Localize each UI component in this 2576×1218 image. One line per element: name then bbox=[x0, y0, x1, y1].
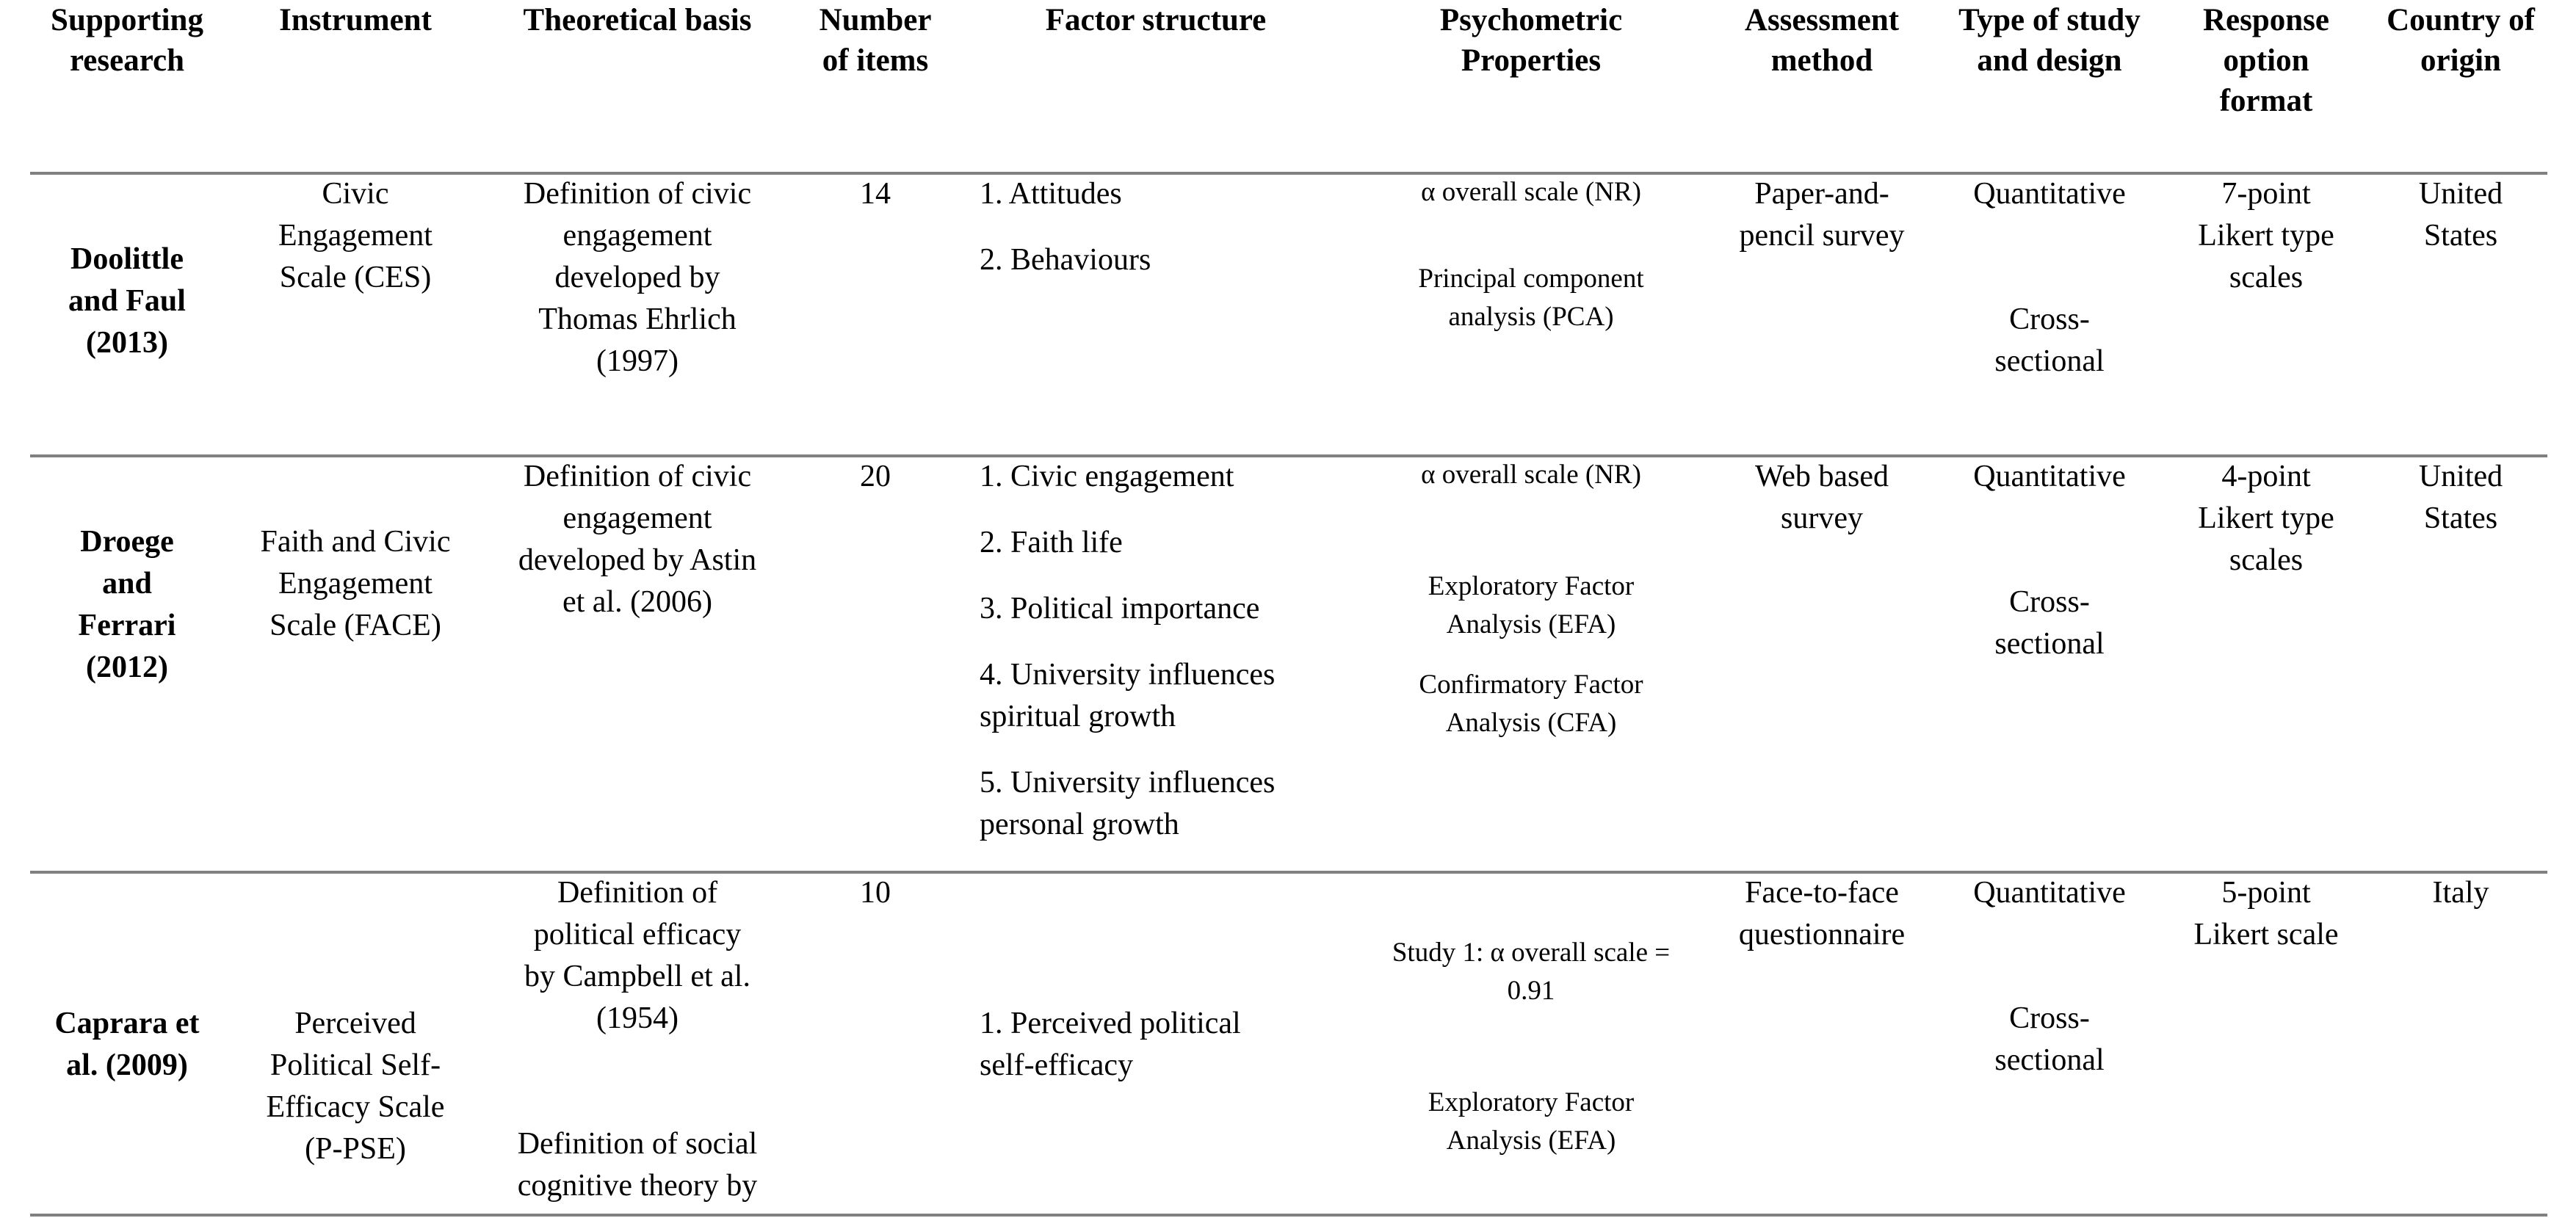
row1-country bbox=[2365, 173, 2556, 257]
cell-line: 4-point bbox=[2221, 460, 2311, 493]
cell-line: Cross- bbox=[2009, 585, 2090, 619]
factor-item: 1. Perceived political bbox=[980, 1007, 1241, 1040]
cell-line: et al. (2006) bbox=[562, 585, 713, 619]
header-line: Theoretical basis bbox=[523, 3, 752, 37]
factor-item: spiritual growth bbox=[980, 700, 1176, 733]
cell-line: States bbox=[2423, 219, 2498, 253]
cell-line: Definition of civic bbox=[523, 177, 752, 211]
psychometric-item: α overall scale (NR) bbox=[1421, 177, 1641, 207]
factor-item: self-efficacy bbox=[980, 1048, 1134, 1082]
factor-item: 1. Attitudes bbox=[980, 177, 1122, 211]
cell-line: Likert type bbox=[2198, 501, 2334, 535]
cell-line: engagement bbox=[562, 501, 712, 535]
row1-type-of-study bbox=[1939, 173, 2160, 383]
cell-line: Cross- bbox=[2009, 1001, 2090, 1035]
header-line: Psychometric bbox=[1439, 3, 1623, 37]
row3-number-of-items: 10 bbox=[860, 876, 891, 910]
row2-country bbox=[2365, 456, 2556, 540]
row1-psychometric-properties bbox=[1377, 173, 1685, 336]
header-assessment-method bbox=[1712, 0, 1932, 81]
cell-line: Quantitative bbox=[1973, 460, 2126, 493]
row2-theoretical-basis bbox=[498, 456, 777, 623]
psychometric-item: Confirmatory Factor bbox=[1419, 670, 1643, 700]
cell-line: Italy bbox=[2432, 876, 2489, 910]
cell-line: Definition of bbox=[557, 876, 718, 910]
row1-instrument bbox=[245, 173, 466, 299]
row3-factor-structure bbox=[980, 1003, 1317, 1087]
row1-response-format bbox=[2171, 173, 2362, 299]
cell-line: and Faul bbox=[68, 284, 186, 318]
cell-line: and bbox=[102, 567, 152, 601]
bottom-rule bbox=[30, 1214, 2547, 1217]
header-country-of-origin bbox=[2365, 0, 2556, 81]
cell-line: Quantitative bbox=[1973, 177, 2126, 211]
cell-line: United bbox=[2418, 177, 2503, 211]
cell-line: Doolittle bbox=[70, 242, 184, 276]
row2-number-of-items: 20 bbox=[860, 460, 891, 493]
cell-line: Caprara et bbox=[54, 1007, 200, 1040]
row1-number-of-items: 14 bbox=[860, 177, 891, 211]
cell-line: (2012) bbox=[86, 650, 168, 684]
header-line: research bbox=[69, 43, 185, 78]
header-line: Assessment bbox=[1744, 3, 1900, 37]
row2-instrument bbox=[245, 521, 466, 647]
factor-item: 4. University influences bbox=[980, 658, 1276, 692]
cell-line: sectional bbox=[1994, 344, 2105, 378]
cell-line: Quantitative bbox=[1973, 876, 2126, 910]
row3-supporting-research bbox=[44, 1003, 210, 1087]
psychometric-item: 0.91 bbox=[1507, 976, 1555, 1006]
cell-line: survey bbox=[1781, 501, 1863, 535]
cell-line: developed by bbox=[554, 261, 720, 294]
header-line: method bbox=[1770, 43, 1873, 78]
cell-line: Civic bbox=[322, 177, 389, 211]
cell-line: Scale (CES) bbox=[279, 261, 432, 294]
cell-line: Faith and Civic bbox=[260, 525, 451, 559]
psychometric-item: Principal component bbox=[1418, 264, 1644, 294]
cell-line: developed by Astin bbox=[518, 543, 757, 577]
cell-line: scales bbox=[2229, 261, 2304, 294]
header-line: Country of bbox=[2387, 3, 2535, 37]
row3-instrument bbox=[245, 1003, 466, 1170]
factor-item: 3. Political importance bbox=[980, 592, 1260, 626]
cell-line: Ferrari bbox=[78, 609, 176, 642]
cell-line: Likert scale bbox=[2193, 918, 2339, 951]
cell-line: Likert type bbox=[2198, 219, 2334, 253]
cell-line: political efficacy bbox=[533, 918, 742, 951]
header-supporting-research bbox=[44, 0, 210, 81]
header-theoretical-basis bbox=[498, 0, 777, 40]
psychometric-item: α overall scale (NR) bbox=[1421, 460, 1641, 490]
row1-supporting-research bbox=[44, 239, 210, 364]
row3-psychometric-properties bbox=[1355, 934, 1707, 1160]
cell-line: Face-to-face bbox=[1745, 876, 1899, 910]
header-instrument bbox=[245, 0, 466, 40]
cell-line: (1954) bbox=[596, 1001, 679, 1035]
row2-psychometric-properties bbox=[1377, 456, 1685, 742]
row2-factor-structure bbox=[980, 456, 1317, 846]
header-line: Type of study bbox=[1958, 3, 2141, 37]
cell-line: 7-point bbox=[2221, 177, 2311, 211]
header-psychometric-properties bbox=[1377, 0, 1685, 81]
cell-line: Engagement bbox=[278, 567, 433, 601]
row3-assessment-method bbox=[1712, 872, 1932, 956]
psychometric-item: Exploratory Factor bbox=[1428, 571, 1635, 601]
row1-factor-structure bbox=[980, 173, 1317, 281]
header-line: Number bbox=[819, 3, 932, 37]
psychometric-item: Exploratory Factor bbox=[1428, 1087, 1635, 1117]
header-line: Instrument bbox=[279, 3, 432, 37]
cell-line: (P-PSE) bbox=[305, 1132, 406, 1166]
row3-theoretical-basis bbox=[498, 872, 777, 1207]
header-line: Response bbox=[2202, 3, 2330, 37]
cell-line: cognitive theory by bbox=[517, 1169, 758, 1203]
cell-line: Thomas Ehrlich bbox=[538, 302, 737, 336]
psychometric-item: Study 1: α overall scale = bbox=[1392, 938, 1671, 968]
cell-line: sectional bbox=[1994, 1043, 2105, 1077]
factor-item: personal growth bbox=[980, 808, 1179, 841]
row3-response-format bbox=[2171, 872, 2362, 956]
cell-line: (1997) bbox=[596, 344, 679, 378]
cell-line: Definition of social bbox=[517, 1127, 758, 1161]
row2-type-of-study bbox=[1939, 456, 2160, 665]
header-line: Factor structure bbox=[1045, 3, 1267, 37]
cell-line: Efficacy Scale bbox=[266, 1090, 445, 1124]
factor-item: 2. Behaviours bbox=[980, 243, 1151, 277]
header-response-format bbox=[2171, 0, 2362, 121]
cell-line: by Campbell et al. bbox=[524, 960, 750, 993]
cell-line: Perceived bbox=[294, 1007, 416, 1040]
cell-line: Engagement bbox=[278, 219, 433, 253]
header-line: Supporting bbox=[51, 3, 203, 37]
cell-line: Scale (FACE) bbox=[269, 609, 441, 642]
cell-line: Political Self- bbox=[269, 1048, 441, 1082]
cell-line: United bbox=[2418, 460, 2503, 493]
header-type-of-study bbox=[1939, 0, 2160, 81]
cell-line: al. (2009) bbox=[66, 1048, 188, 1082]
header-number-of-items bbox=[802, 0, 949, 81]
psychometric-item: analysis (PCA) bbox=[1448, 302, 1614, 332]
cell-line: sectional bbox=[1994, 627, 2105, 661]
cell-line: (2013) bbox=[86, 326, 168, 360]
factor-item: 5. University influences bbox=[980, 766, 1276, 800]
row2-assessment-method bbox=[1712, 456, 1932, 540]
cell-line: pencil survey bbox=[1739, 219, 1905, 253]
cell-line: Paper-and- bbox=[1754, 177, 1889, 211]
cell-line: questionnaire bbox=[1738, 918, 1906, 951]
cell-line: Web based bbox=[1754, 460, 1889, 493]
psychometric-item: Analysis (EFA) bbox=[1446, 609, 1616, 639]
header-line: Properties bbox=[1461, 43, 1602, 78]
psychometric-item: Analysis (EFA) bbox=[1446, 1125, 1616, 1156]
row1-assessment-method bbox=[1712, 173, 1932, 257]
header-line: of items bbox=[822, 43, 929, 78]
header-line: format bbox=[2219, 84, 2313, 118]
row3-type-of-study bbox=[1939, 872, 2160, 1081]
cell-line: Droege bbox=[80, 525, 174, 559]
row2-response-format bbox=[2171, 456, 2362, 581]
row3-country bbox=[2365, 872, 2556, 914]
psychometric-item: Analysis (CFA) bbox=[1445, 708, 1617, 738]
cell-line: scales bbox=[2229, 543, 2304, 577]
cell-line: Cross- bbox=[2009, 302, 2090, 336]
row1-theoretical-basis bbox=[498, 173, 777, 383]
row2-supporting-research bbox=[44, 521, 210, 689]
header-factor-structure bbox=[1002, 0, 1310, 40]
header-line: option bbox=[2223, 43, 2309, 78]
cell-line: 5-point bbox=[2221, 876, 2311, 910]
factor-item: 2. Faith life bbox=[980, 526, 1123, 559]
factor-item: 1. Civic engagement bbox=[980, 460, 1234, 493]
header-line: origin bbox=[2420, 43, 2501, 78]
row-rule bbox=[30, 871, 2547, 874]
cell-line: engagement bbox=[562, 219, 712, 253]
cell-line: Definition of civic bbox=[523, 460, 752, 493]
cell-line: States bbox=[2423, 501, 2498, 535]
header-line: and design bbox=[1977, 43, 2122, 78]
